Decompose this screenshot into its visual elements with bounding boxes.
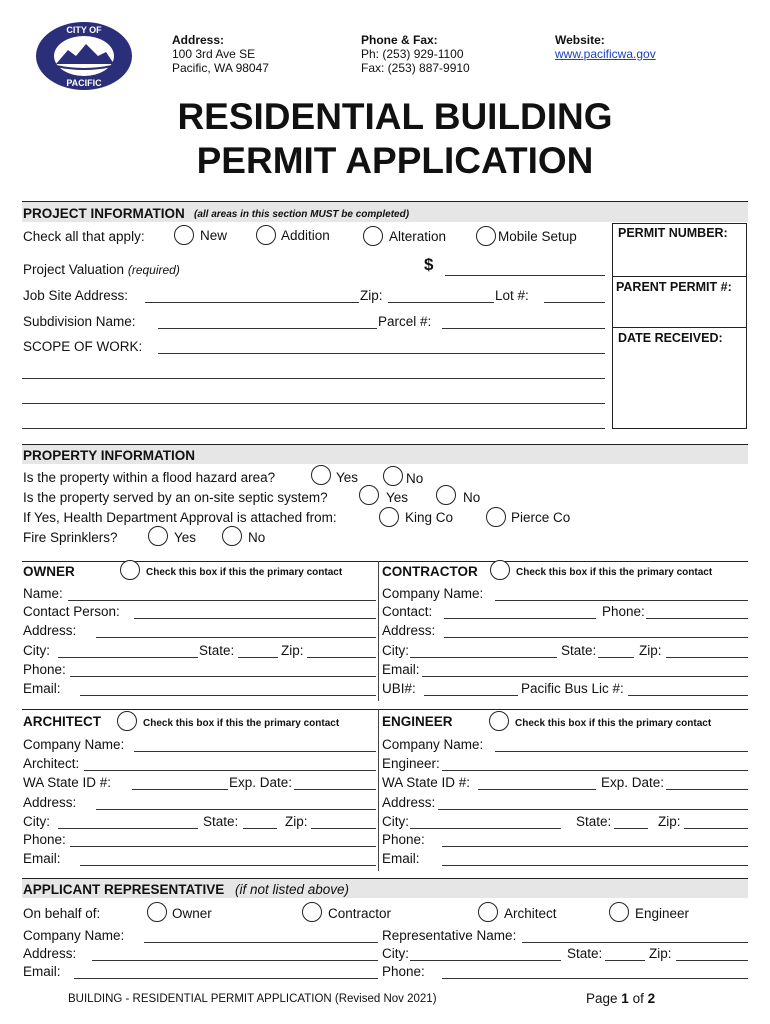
- architect-address-label: Address:: [23, 795, 77, 810]
- contractor-ubi-label: UBI#:: [382, 681, 416, 696]
- applicant-email-field[interactable]: [74, 978, 378, 979]
- contractor-zip-label: Zip:: [639, 643, 662, 658]
- applicant-company-field[interactable]: [144, 942, 378, 943]
- owner-address-label: Address:: [23, 623, 77, 638]
- applicant-address-field[interactable]: [92, 960, 378, 961]
- applicant-heading-note: (if not listed above): [235, 882, 350, 897]
- flood-no-radio[interactable]: [383, 466, 403, 486]
- address-block: [172, 33, 269, 75]
- architect-primary-label: Check this box if this the primary contact: [143, 718, 340, 729]
- applicant-phone-label: Phone:: [382, 964, 425, 979]
- new-label: New: [200, 228, 228, 243]
- page-number: 1: [621, 991, 629, 1006]
- contractor-address-field[interactable]: [444, 637, 748, 638]
- architect-state-field[interactable]: [243, 828, 277, 829]
- flood-yes-label: Yes: [336, 470, 359, 485]
- behalf-contractor-label: Contractor: [328, 906, 392, 921]
- website-link[interactable]: www.pacificwa.gov: [555, 47, 656, 61]
- fax-number: Fax: (253) 887-9910: [361, 61, 470, 75]
- architect-company-label: Company Name:: [23, 737, 125, 752]
- title-line2: PERMIT APPLICATION: [196, 140, 594, 181]
- behalf-engineer-label: Engineer: [635, 906, 690, 921]
- behalf-architect-radio[interactable]: [478, 902, 498, 922]
- parcel-field[interactable]: [442, 328, 605, 329]
- zip-label: Zip:: [360, 288, 383, 303]
- owner-primary-label: Check this box if this the primary contact: [146, 567, 343, 578]
- contractor-primary-label: Check this box if this the primary contact: [516, 567, 713, 578]
- applicant-zip-label: Zip:: [649, 946, 672, 961]
- seal-top-text: CITY OF: [66, 25, 102, 35]
- sprinkler-yes-label: Yes: [174, 530, 197, 545]
- contractor-state-field[interactable]: [598, 657, 634, 658]
- mobile-setup-label: Mobile Setup: [498, 229, 577, 244]
- alteration-label: Alteration: [389, 229, 447, 244]
- page-word: Page: [586, 991, 618, 1006]
- applicant-heading: APPLICANT REPRESENTATIVE: [23, 882, 225, 897]
- architect-address-field[interactable]: [96, 809, 376, 810]
- septic-yes-radio[interactable]: [359, 485, 379, 505]
- address-line2: Pacific, WA 98047: [172, 61, 269, 75]
- date-received-label: DATE RECEIVED:: [618, 331, 723, 345]
- architect-phone-field[interactable]: [70, 846, 376, 847]
- applicant-company-label: Company Name:: [23, 928, 125, 943]
- contractor-city-field[interactable]: [410, 657, 557, 658]
- permit-number-label: PERMIT NUMBER:: [618, 226, 728, 240]
- owner-email-field[interactable]: [80, 695, 376, 696]
- address-label: Address:: [172, 33, 225, 47]
- pierce-co-radio[interactable]: [486, 507, 506, 527]
- applicant-section-header: [22, 878, 748, 898]
- behalf-architect-label: Architect: [504, 906, 557, 921]
- addition-radio[interactable]: [256, 225, 276, 245]
- architect-company-field[interactable]: [134, 751, 376, 752]
- footer-form-name: BUILDING - RESIDENTIAL PERMIT APPLICATION (Revised Nov 2021): [68, 993, 437, 1005]
- architect-email-field[interactable]: [80, 865, 376, 866]
- contractor-phone-field[interactable]: [646, 618, 748, 619]
- engineer-phone-field[interactable]: [442, 846, 748, 847]
- sprinkler-yes-radio[interactable]: [148, 526, 168, 546]
- applicant-city-label: City:: [382, 946, 409, 961]
- scope-field-line1[interactable]: [158, 353, 605, 354]
- applicant-phone-field[interactable]: [442, 978, 748, 979]
- scope-label: SCOPE OF WORK:: [23, 339, 143, 354]
- architect-primary-checkbox[interactable]: [117, 711, 137, 731]
- title-line1: RESIDENTIAL BUILDING: [177, 96, 613, 137]
- engineer-name-field[interactable]: [442, 770, 748, 771]
- website-label: Website:: [555, 33, 605, 47]
- dollar-sign: $: [424, 255, 434, 274]
- engineer-zip-field[interactable]: [684, 828, 748, 829]
- architect-exp-field[interactable]: [294, 789, 376, 790]
- contractor-phone-label: Phone:: [602, 604, 645, 619]
- architect-name-label: Architect:: [23, 756, 80, 771]
- sprinkler-question: Fire Sprinklers?: [23, 530, 118, 545]
- applicant-address-label: Address:: [23, 946, 77, 961]
- seal-bottom-text: PACIFIC: [66, 78, 102, 88]
- owner-heading: OWNER: [23, 564, 75, 579]
- architect-top-rule: [22, 709, 748, 710]
- valuation-field[interactable]: [445, 275, 605, 276]
- engineer-name-label: Engineer:: [382, 756, 440, 771]
- architect-state-label: State:: [203, 814, 239, 829]
- owner-email-label: Email:: [23, 681, 61, 696]
- pierce-co-label: Pierce Co: [511, 510, 571, 525]
- phone-label: Phone & Fax:: [361, 33, 438, 47]
- alteration-radio[interactable]: [363, 226, 383, 246]
- phone-number: Ph: (253) 929-1100: [361, 47, 464, 61]
- project-heading-note: (all areas in this section MUST be completed): [194, 209, 410, 220]
- addition-label: Addition: [281, 228, 330, 243]
- engineer-waid-label: WA State ID #:: [382, 775, 471, 790]
- phone-block: [361, 33, 470, 75]
- engineer-email-field[interactable]: [442, 865, 748, 866]
- architect-exp-label: Exp. Date:: [229, 775, 293, 790]
- scope-field-line3[interactable]: [22, 403, 605, 404]
- septic-no-radio[interactable]: [436, 485, 456, 505]
- engineer-waid-field[interactable]: [478, 789, 596, 790]
- engineer-company-field[interactable]: [495, 751, 748, 752]
- contractor-buslic-label: Pacific Bus Lic #:: [521, 681, 624, 696]
- owner-primary-checkbox[interactable]: [120, 560, 140, 580]
- owner-zip-label: Zip:: [281, 643, 304, 658]
- engineer-zip-label: Zip:: [658, 814, 681, 829]
- scope-field-line2[interactable]: [22, 378, 605, 379]
- contractor-primary-checkbox[interactable]: [490, 560, 510, 580]
- behalf-contractor-radio[interactable]: [302, 902, 322, 922]
- septic-no-label: No: [463, 490, 481, 505]
- owner-phone-label: Phone:: [23, 662, 66, 677]
- valuation-text: Project Valuation: [23, 262, 125, 277]
- subdivision-label: Subdivision Name:: [23, 314, 136, 329]
- subdivision-field[interactable]: [158, 328, 377, 329]
- valuation-note: (required): [127, 263, 180, 277]
- architect-zip-field[interactable]: [311, 828, 376, 829]
- architect-name-field[interactable]: [84, 770, 376, 771]
- zip-field[interactable]: [388, 302, 494, 303]
- behalf-label: On behalf of:: [23, 906, 101, 921]
- owner-contact-field[interactable]: [134, 618, 376, 619]
- of-word: of: [632, 991, 644, 1006]
- septic-question: Is the property served by an on-site septic system?: [23, 490, 328, 505]
- engineer-heading: ENGINEER: [382, 714, 453, 729]
- form-title: [0, 95, 770, 183]
- lot-label: Lot #:: [495, 288, 529, 303]
- engineer-primary-checkbox[interactable]: [489, 711, 509, 731]
- flood-no-label: No: [406, 471, 424, 486]
- new-radio[interactable]: [174, 225, 194, 245]
- owner-city-field[interactable]: [58, 657, 198, 658]
- architect-zip-label: Zip:: [285, 814, 308, 829]
- contractor-buslic-field[interactable]: [628, 695, 748, 696]
- applicant-state-field[interactable]: [605, 960, 645, 961]
- owner-phone-field[interactable]: [70, 676, 376, 677]
- engineer-address-field[interactable]: [438, 809, 748, 810]
- engineer-address-label: Address:: [382, 795, 436, 810]
- flood-yes-radio[interactable]: [311, 465, 331, 485]
- project-heading: PROJECT INFORMATION: [23, 206, 185, 221]
- architect-waid-label: WA State ID #:: [23, 775, 112, 790]
- check-all-label: Check all that apply:: [23, 229, 145, 244]
- owner-contractor-divider: [378, 561, 379, 701]
- page-indicator: [586, 991, 655, 1006]
- parent-permit-label: PARENT PERMIT #:: [616, 280, 732, 294]
- applicant-city-field[interactable]: [410, 960, 561, 961]
- owner-city-label: City:: [23, 643, 50, 658]
- contractor-contact-label: Contact:: [382, 604, 433, 619]
- behalf-owner-label: Owner: [172, 906, 212, 921]
- king-co-radio[interactable]: [379, 507, 399, 527]
- city-seal: [34, 20, 134, 92]
- mobile-setup-radio[interactable]: [476, 226, 496, 246]
- job-site-label: Job Site Address:: [23, 288, 129, 303]
- architect-email-label: Email:: [23, 851, 61, 866]
- contractor-address-label: Address:: [382, 623, 436, 638]
- engineer-phone-label: Phone:: [382, 832, 425, 847]
- lot-field[interactable]: [544, 302, 605, 303]
- owner-state-label: State:: [199, 643, 235, 658]
- property-heading: PROPERTY INFORMATION: [23, 448, 196, 463]
- valuation-label: [23, 262, 180, 278]
- engineer-company-label: Company Name:: [382, 737, 484, 752]
- contractor-heading: CONTRACTOR: [382, 564, 478, 579]
- owner-contact-label: Contact Person:: [23, 604, 120, 619]
- parcel-label: Parcel #:: [378, 314, 432, 329]
- page-total: 2: [647, 991, 656, 1006]
- job-site-field[interactable]: [145, 302, 359, 303]
- owner-name-field[interactable]: [68, 600, 376, 601]
- behalf-engineer-radio[interactable]: [609, 902, 629, 922]
- engineer-state-field[interactable]: [614, 828, 648, 829]
- engineer-exp-field[interactable]: [666, 789, 748, 790]
- architect-city-field[interactable]: [58, 828, 198, 829]
- contractor-company-field[interactable]: [495, 600, 748, 601]
- scope-field-line4[interactable]: [22, 428, 605, 429]
- engineer-city-field[interactable]: [410, 828, 561, 829]
- owner-zip-field[interactable]: [307, 657, 376, 658]
- contractor-email-label: Email:: [382, 662, 420, 677]
- flood-question: Is the property within a flood hazard area?: [23, 470, 276, 485]
- office-divider-1: [613, 276, 746, 277]
- website-block: [555, 33, 656, 61]
- sprinkler-no-label: No: [248, 530, 266, 545]
- contractor-email-field[interactable]: [422, 676, 748, 677]
- contractor-zip-field[interactable]: [666, 657, 748, 658]
- king-co-label: King Co: [405, 510, 454, 525]
- septic-yes-label: Yes: [386, 490, 409, 505]
- owner-name-label: Name:: [23, 586, 63, 601]
- owner-address-field[interactable]: [96, 637, 376, 638]
- applicant-state-label: State:: [567, 946, 603, 961]
- engineer-email-label: Email:: [382, 851, 420, 866]
- sprinkler-no-radio[interactable]: [222, 526, 242, 546]
- behalf-owner-radio[interactable]: [147, 902, 167, 922]
- project-section-header: [22, 201, 748, 222]
- health-question: If Yes, Health Department Approval is attached from:: [23, 510, 337, 525]
- architect-heading: ARCHITECT: [23, 714, 101, 729]
- applicant-email-label: Email:: [23, 964, 61, 979]
- applicant-repname-label: Representative Name:: [382, 928, 517, 943]
- office-use-box: [612, 223, 747, 429]
- property-section-header: [22, 444, 748, 464]
- architect-waid-field[interactable]: [132, 789, 228, 790]
- engineer-state-label: State:: [576, 814, 612, 829]
- contractor-company-label: Company Name:: [382, 586, 484, 601]
- contractor-contact-field[interactable]: [444, 618, 596, 619]
- applicant-zip-field[interactable]: [676, 960, 748, 961]
- architect-city-label: City:: [23, 814, 50, 829]
- contractor-state-label: State:: [561, 643, 597, 658]
- applicant-repname-field[interactable]: [522, 942, 748, 943]
- architect-engineer-divider: [378, 709, 379, 871]
- engineer-primary-label: Check this box if this the primary contact: [515, 718, 712, 729]
- architect-phone-label: Phone:: [23, 832, 66, 847]
- office-divider-2: [613, 327, 746, 328]
- owner-state-field[interactable]: [238, 657, 278, 658]
- contractor-city-label: City:: [382, 643, 409, 658]
- engineer-exp-label: Exp. Date:: [601, 775, 665, 790]
- engineer-city-label: City:: [382, 814, 409, 829]
- contractor-ubi-field[interactable]: [424, 695, 518, 696]
- address-line1: 100 3rd Ave SE: [172, 47, 256, 61]
